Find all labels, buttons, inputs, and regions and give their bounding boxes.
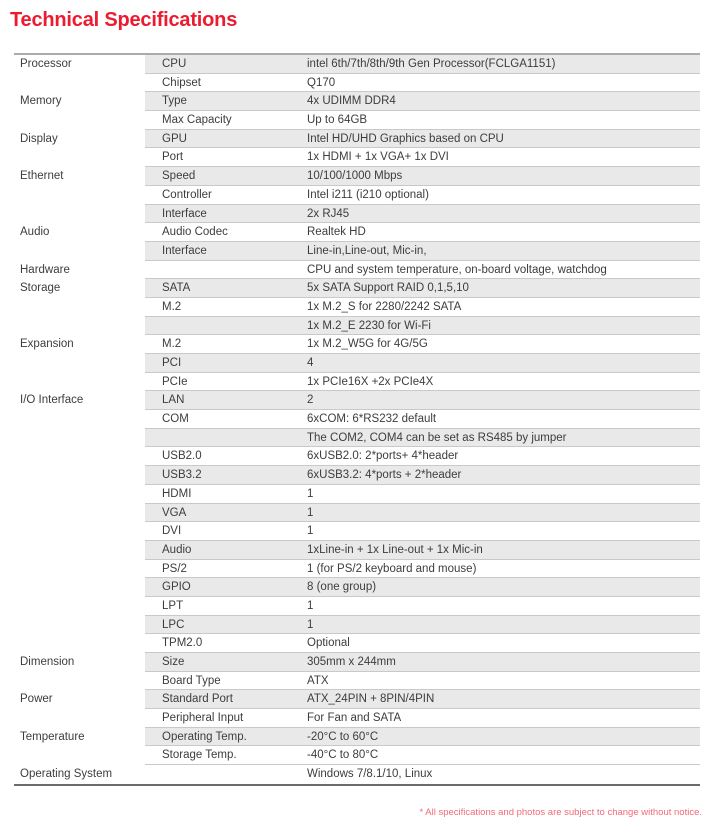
table-row <box>14 130 700 149</box>
row-stripe <box>145 728 700 747</box>
row-category: Audio <box>14 223 145 242</box>
row-stripe <box>145 709 700 728</box>
row-item: Audio Codec <box>162 226 228 239</box>
table-row <box>14 485 700 504</box>
row-category: Memory <box>14 92 145 111</box>
row-value: 1x M.2_S for 2280/2242 SATA <box>307 300 462 313</box>
row-value: 1 <box>307 506 314 519</box>
row-item: Size <box>162 656 185 668</box>
table-row <box>14 597 700 616</box>
row-category <box>14 597 145 616</box>
row-item: Chipset <box>162 76 201 89</box>
row-item: Board Type <box>162 674 221 687</box>
row-category <box>14 205 145 224</box>
row-stripe <box>145 765 700 784</box>
row-category <box>14 354 145 373</box>
row-item: Interface <box>162 244 207 257</box>
row-category <box>14 148 145 167</box>
row-item: CPU <box>162 58 187 70</box>
row-category <box>14 560 145 579</box>
table-row <box>14 429 700 448</box>
table-row <box>14 148 700 167</box>
row-item <box>145 765 307 784</box>
row-item: LAN <box>162 394 185 407</box>
row-stripe <box>145 186 700 205</box>
row-value: -20°C to 60°C <box>307 730 379 743</box>
row-stripe <box>145 279 700 298</box>
row-category: Dimension <box>14 653 145 672</box>
table-row <box>14 55 700 74</box>
row-value: Windows 7/8.1/10, Linux <box>307 768 433 781</box>
row-value: Intel HD/UHD Graphics based on CPU <box>307 132 504 145</box>
row-value: 10/100/1000 Mbps <box>307 170 403 183</box>
row-item: Type <box>162 95 187 108</box>
row-stripe <box>145 410 700 429</box>
row-value: The COM2, COM4 can be set as RS485 by jumper <box>307 431 567 444</box>
row-category: Processor <box>14 55 145 74</box>
row-value: intel 6th/7th/8th/9th Gen Processor(FCLGA1151) <box>307 58 556 70</box>
row-item: Interface <box>162 207 207 220</box>
table-row <box>14 522 700 541</box>
row-item: USB2.0 <box>162 450 202 463</box>
row-value: CPU and system temperature, on-board voltage, watchdog <box>307 263 607 276</box>
row-item: Controller <box>162 188 212 201</box>
row-stripe <box>145 634 700 653</box>
row-item: VGA <box>162 506 187 519</box>
row-stripe <box>145 690 700 709</box>
row-stripe <box>145 55 700 74</box>
table-row <box>14 242 700 261</box>
table-row <box>14 74 700 93</box>
row-stripe <box>145 223 700 242</box>
row-item <box>145 317 307 335</box>
table-row <box>14 578 700 597</box>
row-category <box>14 541 145 560</box>
table-row <box>14 391 700 410</box>
table-row <box>14 616 700 635</box>
row-stripe <box>145 578 700 597</box>
row-value: 1x M.2_W5G for 4G/5G <box>307 338 428 351</box>
row-stripe <box>145 522 700 541</box>
row-item: PS/2 <box>162 562 187 575</box>
row-category: Temperature <box>14 728 145 747</box>
row-stripe <box>145 111 700 130</box>
table-row <box>14 560 700 579</box>
row-value: 1 <box>307 618 314 631</box>
row-category <box>14 578 145 597</box>
row-category: Hardware <box>14 261 145 280</box>
row-item <box>145 261 307 279</box>
row-value: 1 <box>307 599 314 612</box>
row-item: Standard Port <box>162 693 233 706</box>
spec-table <box>14 53 700 786</box>
table-row <box>14 466 700 485</box>
table-row <box>14 111 700 130</box>
row-stripe <box>145 242 700 261</box>
table-row <box>14 634 700 653</box>
row-category <box>14 317 145 336</box>
row-stripe <box>145 541 700 560</box>
row-item: Audio <box>162 543 192 556</box>
row-stripe <box>145 298 700 317</box>
row-stripe <box>145 335 700 354</box>
table-row <box>14 410 700 429</box>
row-value: 6xUSB2.0: 2*ports+ 4*header <box>307 450 459 463</box>
row-value: 305mm x 244mm <box>307 656 396 668</box>
row-stripe <box>145 746 700 765</box>
row-category <box>14 429 145 448</box>
table-row <box>14 373 700 392</box>
row-item: PCI <box>162 357 182 369</box>
row-category <box>14 466 145 485</box>
row-stripe <box>145 560 700 579</box>
row-category: Ethernet <box>14 167 145 186</box>
row-stripe <box>145 261 700 280</box>
row-category: I/O Interface <box>14 391 145 410</box>
row-value: 1 (for PS/2 keyboard and mouse) <box>307 562 477 575</box>
row-stripe <box>145 317 700 336</box>
row-stripe <box>145 485 700 504</box>
row-category: Storage <box>14 279 145 298</box>
row-stripe <box>145 148 700 167</box>
row-stripe <box>145 130 700 149</box>
row-item: COM <box>162 413 189 426</box>
row-category <box>14 634 145 653</box>
table-row <box>14 317 700 336</box>
row-value: 1 <box>307 487 314 500</box>
table-row <box>14 447 700 466</box>
row-value: 6xCOM: 6*RS232 default <box>307 413 437 426</box>
table-row <box>14 709 700 728</box>
row-stripe <box>145 74 700 93</box>
row-category <box>14 504 145 523</box>
footnote: * All specifications and photos are subject to change without notice. <box>419 807 702 818</box>
table-row <box>14 504 700 523</box>
row-value: 1x PCIe16X +2x PCIe4X <box>307 375 434 388</box>
row-category <box>14 410 145 429</box>
row-stripe <box>145 391 700 410</box>
row-item: LPT <box>162 599 184 612</box>
row-category: Display <box>14 130 145 149</box>
row-category <box>14 522 145 541</box>
page-title: Technical Specifications <box>10 9 238 31</box>
row-value: 1 <box>307 525 314 538</box>
row-item: Port <box>162 151 184 164</box>
table-row <box>14 690 700 709</box>
table-row <box>14 92 700 111</box>
row-category <box>14 242 145 261</box>
row-item: Speed <box>162 170 196 183</box>
row-value: Optional <box>307 637 350 650</box>
row-stripe <box>145 447 700 466</box>
row-category <box>14 111 145 130</box>
row-item: TPM2.0 <box>162 637 203 650</box>
table-row <box>14 728 700 747</box>
row-category <box>14 709 145 728</box>
row-item <box>145 429 307 447</box>
row-value: 4 <box>307 357 314 369</box>
row-value: 5x SATA Support RAID 0,1,5,10 <box>307 282 469 295</box>
row-category <box>14 616 145 635</box>
row-stripe <box>145 653 700 672</box>
row-category <box>14 447 145 466</box>
table-row <box>14 205 700 224</box>
table-row <box>14 672 700 691</box>
row-value: Realtek HD <box>307 226 366 239</box>
row-value: 2 <box>307 394 314 407</box>
row-stripe <box>145 92 700 111</box>
row-stripe <box>145 616 700 635</box>
row-item: PCIe <box>162 375 188 388</box>
row-value: 4x UDIMM DDR4 <box>307 95 396 108</box>
row-stripe <box>145 597 700 616</box>
row-value: 6xUSB3.2: 4*ports + 2*header <box>307 469 462 482</box>
row-stripe <box>145 672 700 691</box>
row-item: GPIO <box>162 581 191 594</box>
row-value: For Fan and SATA <box>307 712 402 725</box>
row-category <box>14 186 145 205</box>
row-stripe <box>145 354 700 373</box>
table-row <box>14 186 700 205</box>
row-stripe <box>145 205 700 224</box>
row-stripe <box>145 466 700 485</box>
row-value: Up to 64GB <box>307 114 368 127</box>
row-stripe <box>145 373 700 392</box>
table-row <box>14 167 700 186</box>
row-item: Max Capacity <box>162 114 232 127</box>
row-item: M.2 <box>162 338 182 351</box>
row-value: Line-in,Line-out, Mic-in, <box>307 244 427 257</box>
row-category <box>14 672 145 691</box>
row-value: 1x HDMI + 1x VGA+ 1x DVI <box>307 151 449 164</box>
table-row <box>14 746 700 765</box>
row-value: ATX_24PIN + 8PIN/4PIN <box>307 693 435 706</box>
row-value: 2x RJ45 <box>307 207 350 220</box>
row-value: -40°C to 80°C <box>307 749 379 762</box>
row-item: USB3.2 <box>162 469 202 482</box>
row-item: M.2 <box>162 300 182 313</box>
row-item: HDMI <box>162 487 192 500</box>
row-value: 1x M.2_E 2230 for Wi-Fi <box>307 319 431 332</box>
row-value: Q170 <box>307 76 336 89</box>
row-category <box>14 298 145 317</box>
table-row <box>14 298 700 317</box>
table-row <box>14 354 700 373</box>
row-stripe <box>145 167 700 186</box>
row-value: 1xLine-in + 1x Line-out + 1x Mic-in <box>307 543 483 556</box>
table-row <box>14 653 700 672</box>
row-value: ATX <box>307 674 329 687</box>
row-stripe <box>145 504 700 523</box>
row-item: GPU <box>162 132 187 145</box>
row-value: Intel i211 (i210 optional) <box>307 188 429 201</box>
row-item: Peripheral Input <box>162 712 244 725</box>
row-category <box>14 373 145 392</box>
row-category <box>14 74 145 93</box>
row-category: Expansion <box>14 335 145 354</box>
table-row <box>14 765 700 784</box>
table-row <box>14 223 700 242</box>
row-item: Storage Temp. <box>162 749 237 762</box>
row-category <box>14 746 145 765</box>
row-value: 8 (one group) <box>307 581 377 594</box>
row-category: Power <box>14 690 145 709</box>
row-item: SATA <box>162 282 191 295</box>
table-row <box>14 335 700 354</box>
table-row <box>14 279 700 298</box>
table-row <box>14 541 700 560</box>
row-item: DVI <box>162 525 182 538</box>
table-row <box>14 261 700 280</box>
row-item: LPC <box>162 618 185 631</box>
row-category <box>14 485 145 504</box>
row-category: Operating System <box>14 765 145 784</box>
row-stripe <box>145 429 700 448</box>
row-item: Operating Temp. <box>162 730 247 743</box>
